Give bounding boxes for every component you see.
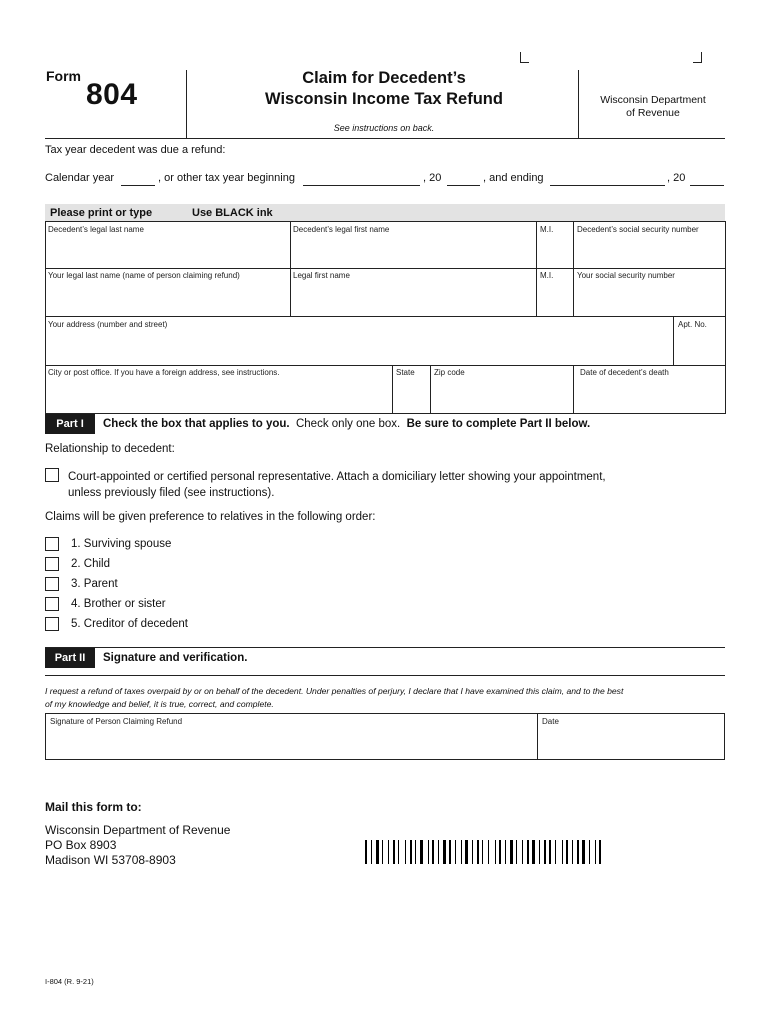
registration-mark-left <box>520 52 529 63</box>
begin-date-field[interactable] <box>303 173 420 186</box>
barcode-bar <box>447 840 448 864</box>
death-date-input[interactable] <box>574 379 724 412</box>
barcode-bar <box>603 840 604 864</box>
signature-input[interactable] <box>46 728 536 758</box>
zip-label: Zip code <box>434 368 465 377</box>
please-print-label: Please print or type <box>50 207 153 219</box>
date-input[interactable] <box>538 728 723 758</box>
see-instructions: See instructions on back. <box>333 123 435 133</box>
barcode <box>365 840 605 864</box>
claimant-mi-label: M.I. <box>540 271 554 280</box>
end-date-field[interactable] <box>550 173 665 186</box>
decedent-last-name-label: Decedent’s legal last name <box>48 225 144 234</box>
calendar-year-field[interactable] <box>121 173 155 186</box>
decedent-first-name-label: Decedent’s legal first name <box>293 225 390 234</box>
calendar-year-label: Calendar year <box>45 172 115 184</box>
barcode-bar <box>470 840 471 864</box>
date-label: Date <box>542 717 559 726</box>
barcode-bar <box>507 840 508 864</box>
barcode-bar <box>522 840 523 864</box>
state-input[interactable] <box>393 379 429 412</box>
barcode-bar <box>503 840 504 864</box>
department-line-2: of Revenue <box>626 107 680 119</box>
end-year-prefix: , 20 <box>667 172 686 184</box>
header-bottom-rule <box>45 138 725 139</box>
begin-year-prefix: , 20 <box>423 172 442 184</box>
grid-row1-rule <box>45 268 725 269</box>
decedent-first-name-input[interactable] <box>291 236 535 267</box>
barcode-bar <box>388 840 389 864</box>
barcode-bar <box>527 840 529 864</box>
barcode-bar <box>410 840 412 864</box>
department-line-1: Wisconsin Department <box>600 94 706 106</box>
form-number: 804 <box>86 78 138 111</box>
barcode-bar <box>497 840 498 864</box>
barcode-bar <box>430 840 431 864</box>
barcode-bar <box>495 840 496 864</box>
barcode-bar <box>572 840 573 864</box>
mail-line-3: Madison WI 53708-8903 <box>45 853 176 867</box>
form-code: I-804 (R. 9-21) <box>45 977 94 986</box>
barcode-bar <box>577 840 579 864</box>
barcode-bar <box>455 840 456 864</box>
barcode-bar <box>544 840 546 864</box>
part-1-heading-bold-2: Be sure to complete Part II below. <box>406 418 591 430</box>
barcode-bar <box>371 840 372 864</box>
barcode-bar <box>547 840 548 864</box>
barcode-bar <box>380 840 381 864</box>
barcode-bar <box>424 840 426 864</box>
part-1-heading-bold-1: Check the box that applies to you. <box>103 418 290 430</box>
barcode-bar <box>524 840 525 864</box>
mail-address <box>45 823 230 868</box>
apt-label: Apt. No. <box>678 320 707 329</box>
grid-row3-rule <box>45 365 725 366</box>
registration-mark-right <box>693 52 702 63</box>
mail-heading: Mail this form to: <box>45 800 142 814</box>
decedent-mi-label: M.I. <box>540 225 554 234</box>
surviving-spouse-checkbox[interactable] <box>45 537 59 551</box>
mail-line-1: Wisconsin Department of Revenue <box>45 823 231 837</box>
claimant-mi-input[interactable] <box>537 282 572 315</box>
creditor-label: 5. Creditor of decedent <box>71 618 188 630</box>
title-line-1: Claim for Decedent’s <box>302 69 466 87</box>
barcode-bar <box>398 840 399 864</box>
header-divider-right <box>578 70 579 138</box>
barcode-bar <box>436 840 437 864</box>
part-1-label: Part I <box>45 414 95 434</box>
court-appointed-line-2: unless previously filed (see instructions). <box>68 487 275 499</box>
surviving-spouse-label: 1. Surviving spouse <box>71 538 172 550</box>
court-appointed-text <box>68 469 606 501</box>
barcode-bar <box>597 840 598 864</box>
barcode-bar <box>440 840 441 864</box>
barcode-bar <box>570 840 571 864</box>
barcode-bar <box>574 840 575 864</box>
barcode-bar <box>539 840 540 864</box>
decedent-last-name-input[interactable] <box>46 236 289 267</box>
barcode-bar <box>557 840 560 864</box>
mail-line-2: PO Box 8903 <box>45 838 117 852</box>
tax-year-intro: Tax year decedent was due a refund: <box>45 144 226 156</box>
barcode-bar <box>582 840 585 864</box>
barcode-bar <box>490 840 493 864</box>
part-2-label: Part II <box>45 648 95 668</box>
claimant-first-name-input[interactable] <box>291 282 535 315</box>
barcode-bar <box>420 840 423 864</box>
barcode-bar <box>516 840 517 864</box>
barcode-bar <box>438 840 439 864</box>
barcode-bar <box>566 840 568 864</box>
barcode-bar <box>418 840 419 864</box>
declaration-line-2: of my knowledge and belief, it is true, correct, and complete. <box>45 699 274 709</box>
begin-year-field[interactable] <box>447 173 480 186</box>
barcode-bar <box>407 840 408 864</box>
part-2-bottom-rule <box>45 675 725 676</box>
child-label: 2. Child <box>71 558 110 570</box>
barcode-bar <box>562 840 563 864</box>
department-name <box>582 94 724 120</box>
barcode-bar <box>390 840 391 864</box>
barcode-bar <box>485 840 487 864</box>
barcode-bar <box>413 840 414 864</box>
part-2-top-rule <box>45 647 725 648</box>
address-label: Your address (number and street) <box>48 320 168 329</box>
barcode-bar <box>453 840 454 864</box>
barcode-bar <box>519 840 521 864</box>
decedent-mi-input[interactable] <box>537 236 572 267</box>
address-input[interactable] <box>46 331 672 364</box>
barcode-bar <box>553 840 554 864</box>
barcode-bar <box>482 840 483 864</box>
barcode-bar <box>555 840 556 864</box>
black-ink-label: Use BLACK ink <box>192 207 273 219</box>
barcode-bar <box>472 840 473 864</box>
relationship-label: Relationship to decedent: <box>45 443 175 455</box>
form-title <box>190 68 578 110</box>
decedent-ssn-label: Decedent’s social security number <box>577 225 699 234</box>
court-appointed-checkbox[interactable] <box>45 468 59 482</box>
barcode-bar <box>405 840 406 864</box>
other-tax-year-label: , or other tax year beginning <box>158 172 295 184</box>
barcode-bar <box>461 840 462 864</box>
barcode-bar <box>463 840 464 864</box>
and-ending-label: , and ending <box>483 172 544 184</box>
preference-label: Claims will be given preference to relatives in the following order: <box>45 511 376 523</box>
barcode-bar <box>510 840 513 864</box>
barcode-bar <box>393 840 395 864</box>
title-line-2: Wisconsin Income Tax Refund <box>265 90 503 108</box>
zip-input[interactable] <box>431 379 572 412</box>
barcode-bar <box>514 840 515 864</box>
signature-label: Signature of Person Claiming Refund <box>50 717 183 726</box>
barcode-bar <box>369 840 370 864</box>
barcode-bar <box>365 840 367 864</box>
end-year-field[interactable] <box>690 173 724 186</box>
barcode-bar <box>541 840 542 864</box>
claimant-ssn-input[interactable] <box>574 282 724 315</box>
barcode-bar <box>564 840 565 864</box>
grid-row2-rule <box>45 316 725 317</box>
barcode-bar <box>532 840 535 864</box>
barcode-bar <box>428 840 429 864</box>
barcode-bar <box>415 840 416 864</box>
sibling-checkbox[interactable] <box>45 597 59 611</box>
barcode-bar <box>373 840 374 864</box>
claimant-first-name-label: Legal first name <box>293 271 350 280</box>
parent-label: 3. Parent <box>71 578 118 590</box>
court-appointed-line-1: Court-appointed or certified personal representative. Attach a domiciliary letter showing your appointment, <box>68 471 606 483</box>
creditor-checkbox[interactable] <box>45 617 59 631</box>
child-checkbox[interactable] <box>45 557 59 571</box>
barcode-bar <box>457 840 459 864</box>
claimant-last-name-label: Your legal last name (name of person claiming refund) <box>48 271 240 280</box>
barcode-bar <box>591 840 593 864</box>
city-input[interactable] <box>46 379 391 412</box>
barcode-bar <box>474 840 475 864</box>
parent-checkbox[interactable] <box>45 577 59 591</box>
barcode-bar <box>599 840 601 864</box>
barcode-bar <box>595 840 596 864</box>
part-1-heading-normal: Check only one box. <box>295 418 401 430</box>
barcode-bar <box>505 840 506 864</box>
form-word: Form <box>46 68 81 84</box>
header-divider-left <box>186 70 187 138</box>
part-1-heading <box>103 418 590 430</box>
barcode-bar <box>587 840 588 864</box>
claimant-ssn-label: Your social security number <box>577 271 675 280</box>
barcode-bar <box>580 840 581 864</box>
barcode-bar <box>465 840 468 864</box>
barcode-bar <box>488 840 489 864</box>
barcode-bar <box>376 840 379 864</box>
state-label: State <box>396 368 415 377</box>
barcode-bar <box>549 840 551 864</box>
barcode-bar <box>396 840 397 864</box>
sibling-label: 4. Brother or sister <box>71 598 166 610</box>
apt-input[interactable] <box>674 331 724 364</box>
barcode-bar <box>480 840 481 864</box>
barcode-bar <box>589 840 590 864</box>
barcode-bar <box>432 840 434 864</box>
declaration-line-1: I request a refund of taxes overpaid by or on behalf of the decedent. Under penalties of perjury, I declare that I have examined this claim, and to the best <box>45 686 624 696</box>
claimant-last-name-input[interactable] <box>46 282 289 315</box>
death-date-label: Date of decedent’s death <box>580 368 669 377</box>
barcode-bar <box>537 840 538 864</box>
city-label: City or post office. If you have a foreign address, see instructions. <box>48 368 280 377</box>
barcode-bar <box>443 840 446 864</box>
barcode-bar <box>382 840 383 864</box>
barcode-bar <box>530 840 531 864</box>
grid-top-rule <box>45 221 725 222</box>
barcode-bar <box>385 840 387 864</box>
part-2-heading: Signature and verification. <box>103 652 248 664</box>
decedent-ssn-input[interactable] <box>574 236 724 267</box>
barcode-bar <box>477 840 479 864</box>
barcode-bar <box>449 840 451 864</box>
barcode-bar <box>401 840 404 864</box>
barcode-bar <box>499 840 501 864</box>
declaration-text <box>45 685 623 711</box>
